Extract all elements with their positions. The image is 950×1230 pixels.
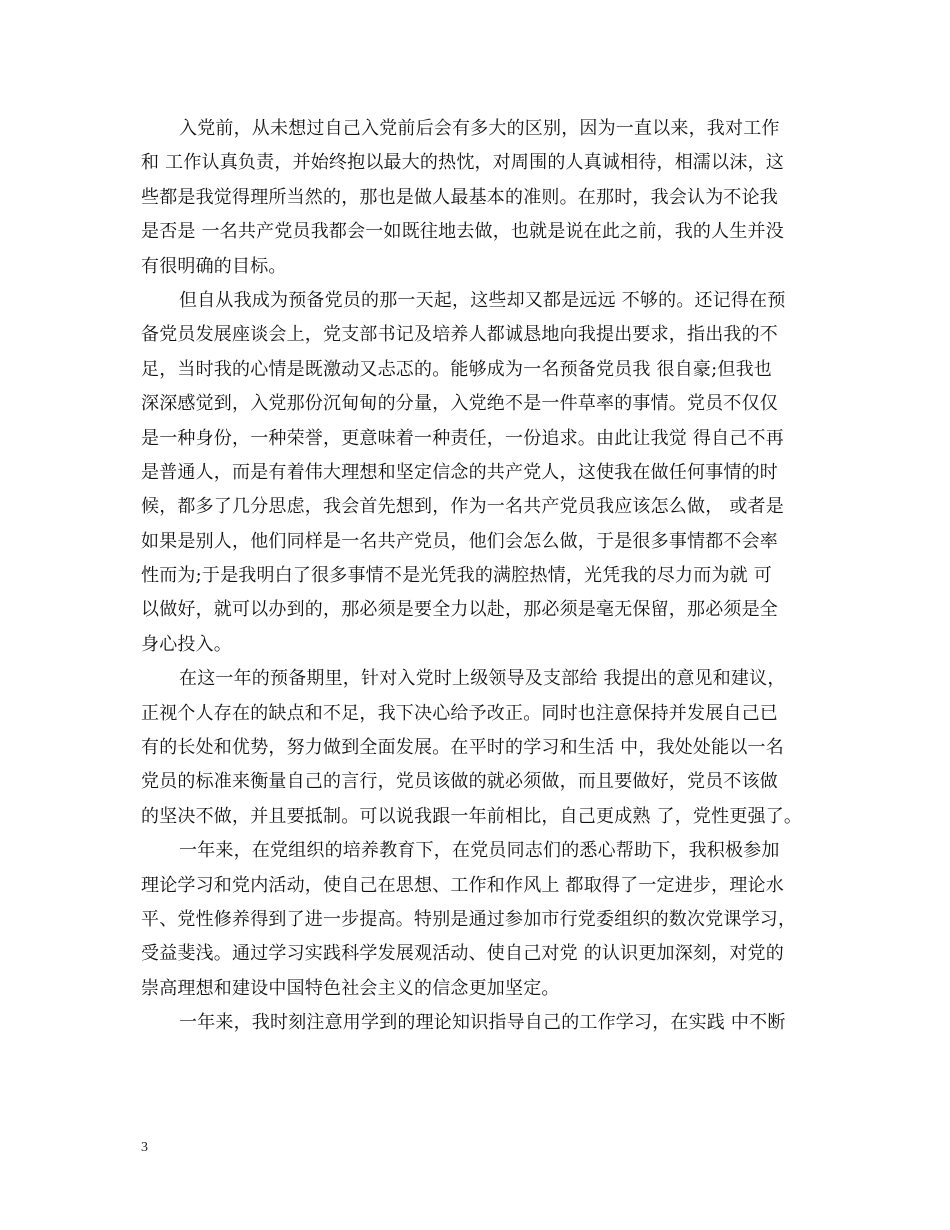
document-body	[141, 112, 821, 1041]
text-line: 入党前，从未想过自己入党前后会有多大的区别，因为一直以来，我对工作	[179, 118, 780, 139]
text-line: 正视个人存在的缺点和不足，我下决心给予改正。同时也注意保持并发展自己已	[141, 702, 778, 724]
text-line: 的坚决不做，并且要抵制。可以说我跟一年前相比，自己更成熟 了，党性更强了。	[141, 805, 803, 827]
text-line: 崇高理想和建设中国特色社会主义的信念更加坚定。	[141, 977, 560, 999]
text-line: 有的长处和优势，努力做到全面发展。在平时的学习和生活 中，我处处能以一名	[141, 737, 784, 759]
paragraph-5	[141, 1006, 821, 1040]
text-line: 候，都多了几分思虑，我会首先想到，作为一名共产党员我应该怎么做， 或者是	[141, 496, 784, 518]
paragraph-4	[141, 834, 821, 1006]
text-line: 深深感觉到，入党那份沉甸甸的分量，入党绝不是一件草率的事情。党员不仅仅	[141, 393, 778, 415]
text-line: 但自从我成为预备党员的那一天起，这些却又都是远远 不够的。还记得在预	[179, 289, 786, 311]
text-line: 一年来，在党组织的培养教育下，在党员同志们的悉心帮助下，我积极参加	[179, 840, 780, 862]
text-line: 备党员发展座谈会上，党支部书记及培养人都诚恳地向我提出要求，指出我的不	[141, 324, 778, 346]
text-line: 性而为;于是我明白了很多事情不是光凭我的满腔热情，光凭我的尽力而为就 可	[141, 565, 772, 587]
text-line: 党员的标准来衡量自己的言行，党员该做的就必须做，而且要做好，党员不该做	[141, 771, 778, 793]
text-line: 理论学习和党内活动，使自己在思想、工作和作风上 都取得了一定进步，理论水	[141, 874, 784, 896]
text-line: 在这一年的预备期里，针对入党时上级领导及支部给 我提出的意见和建议，	[179, 668, 786, 690]
text-line: 如果是别人，他们同样是一名共产党员，他们会怎么做，于是很多事情都不会率	[141, 530, 778, 552]
text-line: 些都是我觉得理所当然的，那也是做人最基本的准则。在那时，我会认为不论我	[141, 186, 778, 208]
text-line: 有很明确的目标。	[141, 255, 287, 277]
text-line: 受益斐浅。通过学习实践科学发展观活动、使自己对党 的认识更加深刻，对党的	[141, 943, 784, 965]
text-line: 身心投入。	[141, 633, 232, 655]
paragraph-1	[141, 112, 821, 284]
paragraph-3	[141, 662, 821, 834]
paragraph-2	[141, 284, 821, 662]
text-line: 足，当时我的心情是既激动又忐忑的。能够成为一名预备党员我 很自豪;但我也	[141, 358, 772, 380]
text-line: 一年来，我时刻注意用学到的理论知识指导自己的工作学习，在实践 中不断	[179, 1012, 786, 1034]
text-line: 是一种身份，一种荣誉，更意味着一种责任，一份追求。由此让我觉 得自己不再	[141, 427, 784, 449]
text-line: 平、党性修养得到了进一步提高。特别是通过参加市行党委组织的数次党课学习，	[141, 908, 797, 930]
text-line: 是普通人，而是有着伟大理想和坚定信念的共产党人，这使我在做任何事情的时	[141, 461, 778, 483]
text-line: 以做好，就可以办到的，那必须是要全力以赴，那必须是毫无保留，那必须是全	[141, 599, 778, 621]
page-number: 3	[141, 1140, 148, 1155]
text-line: 和 工作认真负责，并始终抱以最大的热忱，对周围的人真诚相待，相濡以沫，这	[141, 152, 784, 174]
text-line: 是否是 一名共产党员我都会一如既往地去做，也就是说在此之前，我的人生并没	[141, 221, 784, 243]
